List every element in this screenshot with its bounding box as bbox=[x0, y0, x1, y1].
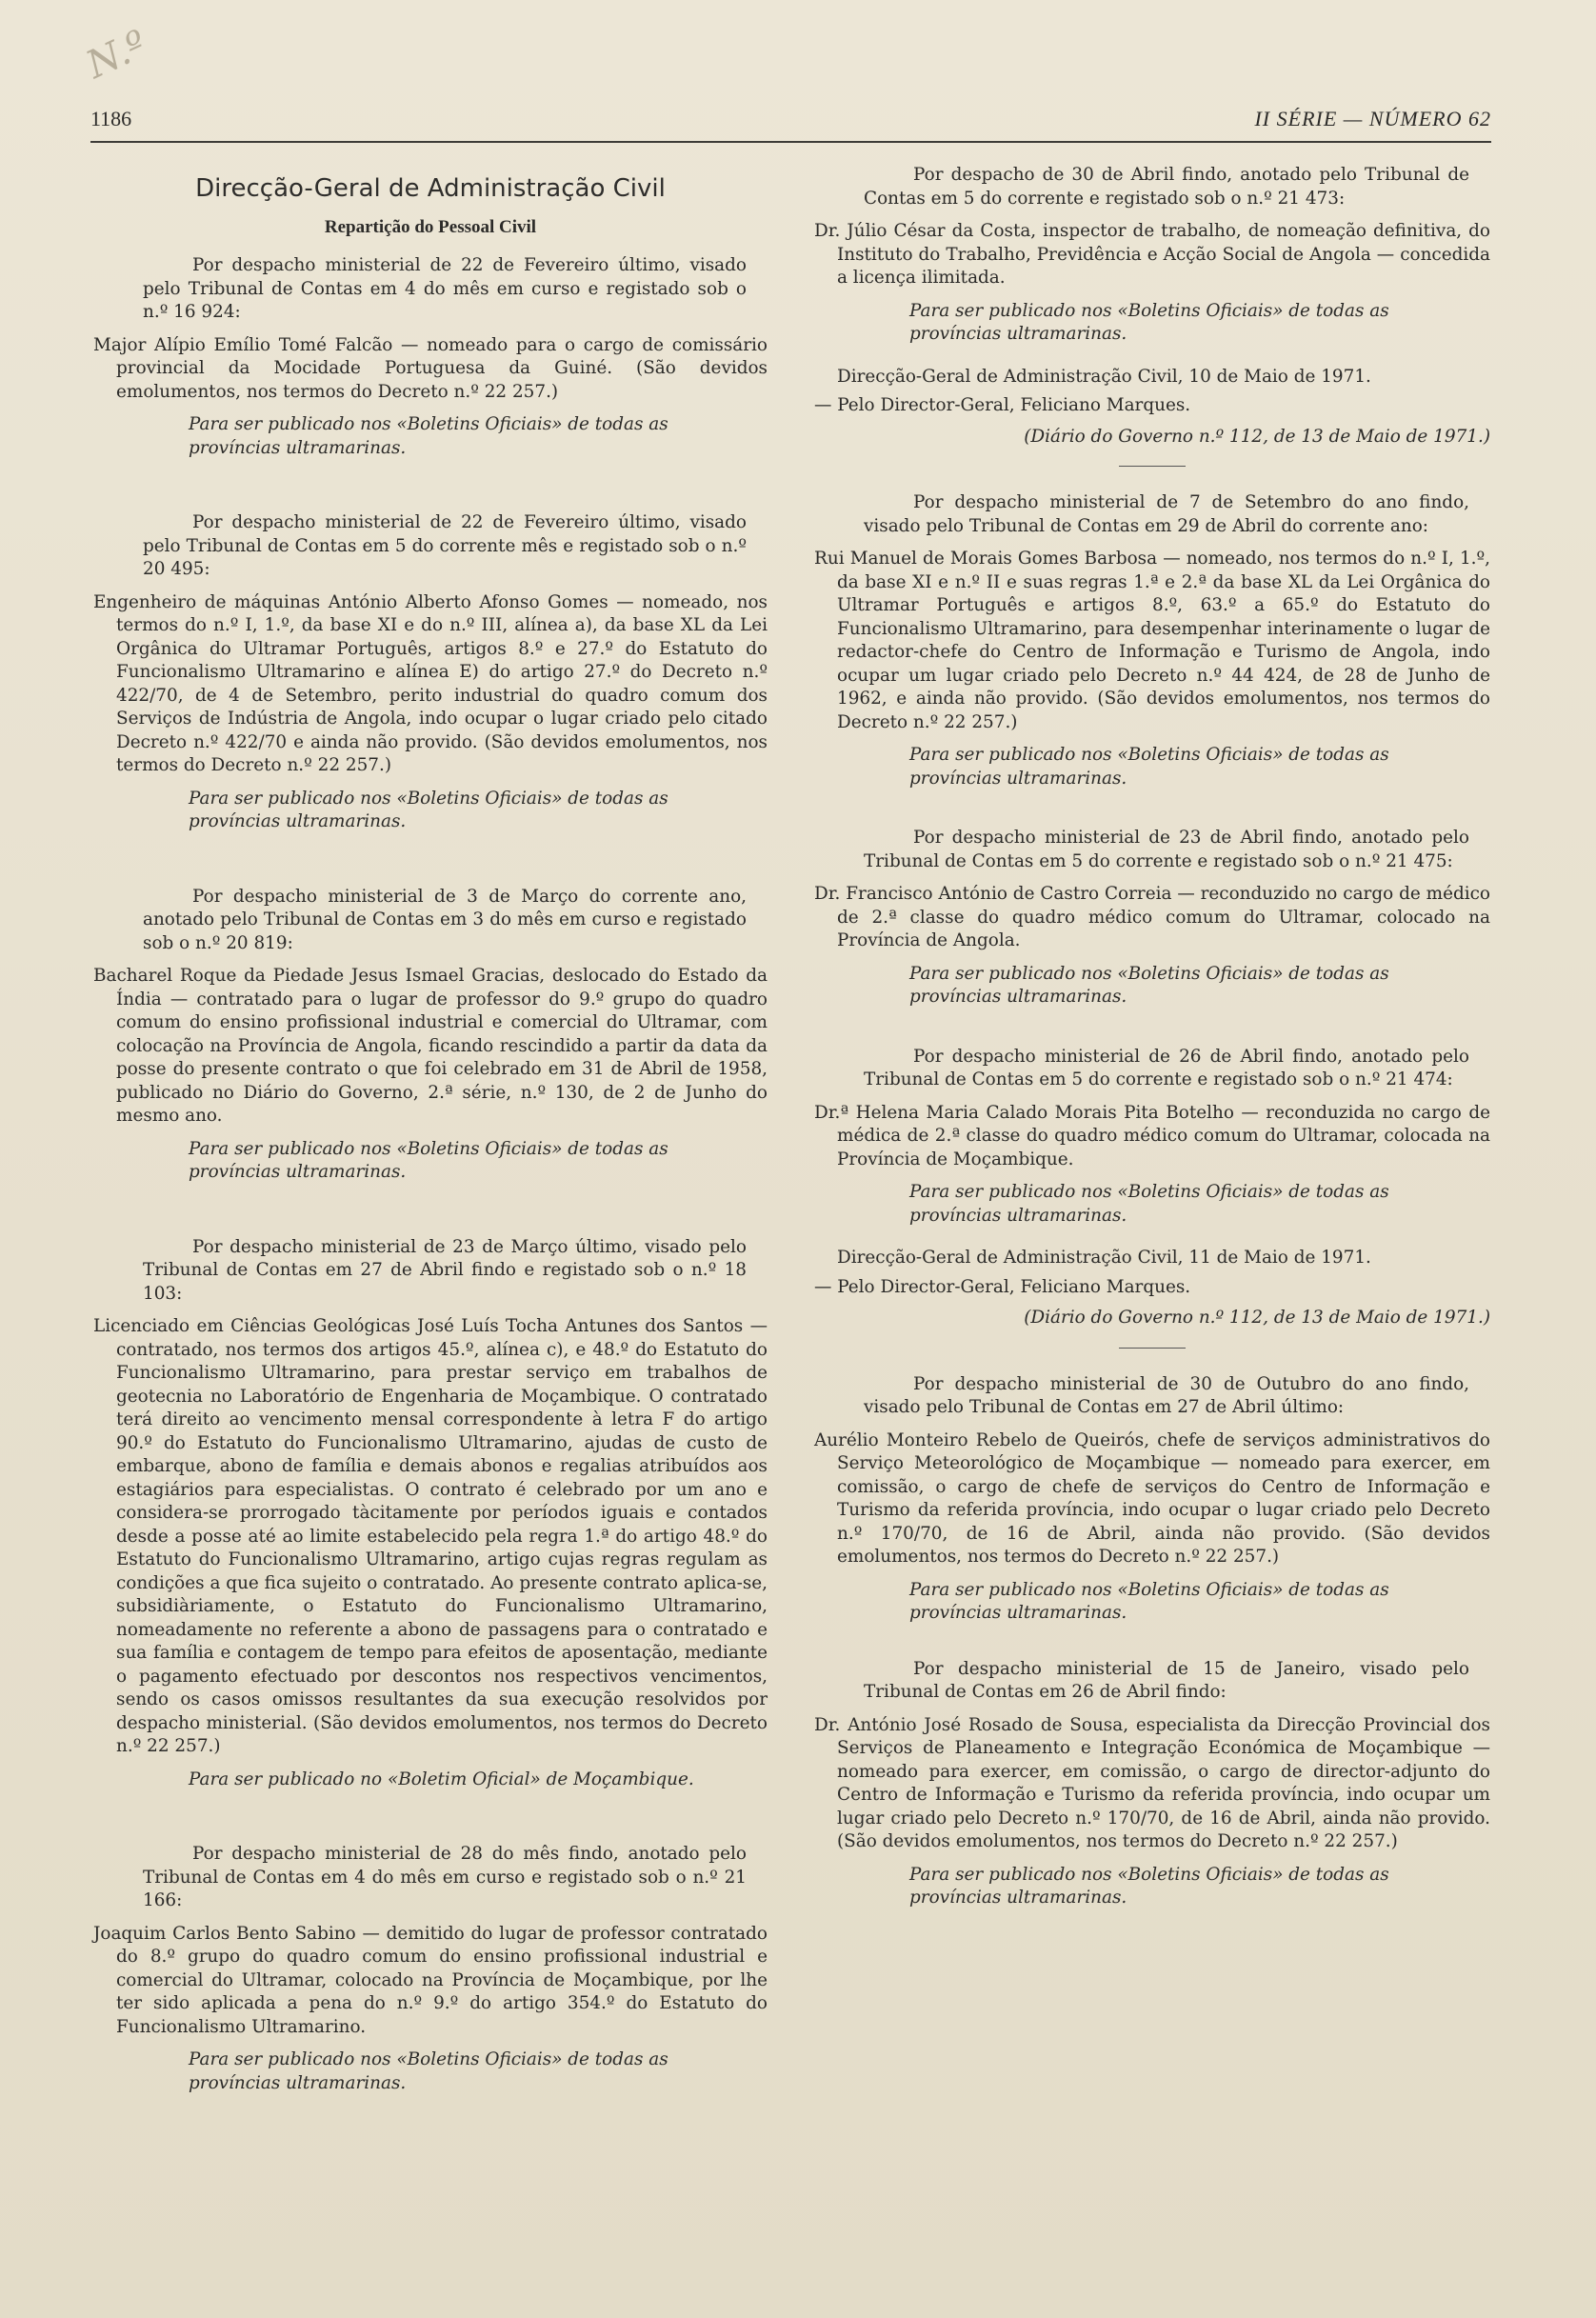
dispatch-body: Dr. Júlio César da Costa, inspector de trabalho, de nomeação definitiva, do Instituto do Trabalho, Previdência e Acção Social de Angola — concedida a licença ilimitada. bbox=[814, 221, 1490, 288]
dispatch-intro: Por despacho ministerial de 26 de Abril findo, anotado pelo Tribunal de Contas em 5 do corrente e registado sob o n.º 21 474: bbox=[864, 1046, 1469, 1089]
dispatch-entry bbox=[93, 511, 768, 834]
dispatch-entry bbox=[814, 1046, 1490, 1229]
dispatch-entry bbox=[93, 886, 768, 1185]
signature-line: Direcção-Geral de Administração Civil, 11 de Maio de 1971. bbox=[837, 1248, 1371, 1268]
left-column bbox=[93, 164, 768, 2114]
source-citation: (Diário do Governo n.º 112, de 13 de Maio de 1971.) bbox=[1024, 426, 1490, 447]
page-header bbox=[90, 103, 1491, 143]
dispatch-entry bbox=[814, 164, 1490, 347]
publication-note: Para ser publicado nos «Boletins Oficiais» de todas as províncias ultramarinas. bbox=[909, 1182, 1389, 1226]
dispatch-body: Licenciado em Ciências Geológicas José Luís Tocha Antunes dos Santos — contratado, nos termos dos artigos 45.º, alínea c), e 48.º do Estatuto do Funcionalismo Ultramarino, para prestar serviço em trabalhos de geotecnia no Laboratório de Engenharia de Moçambique. O contratado terá direito ao vencimento mensal correspondente à letra F do artigo 90.º do Estatuto do Funcionalismo Ultramarino, ajudas de custo de embarque, abono de família e demais abonos e regalias atribuídos aos estagiários para especialistas. O contrato é celebrado por um ano e considera-se prorrogado tàcitamente por períodos iguais e contados desde a posse até ao limite estabelecido pela regra 1.ª do artigo 48.º do Estatuto do Funcionalismo Ultramarino, artigo cujas regras regulam as condições a que fica sujeito o contratado. Ao presente contrato aplica-se, subsidiàriamente, o Estatuto do Funcionalismo Ultramarino, nomeadamente no referente a abono de passagens para o contratado e sua família e contagem de tempo para efeitos de aposentação, mediante o pagamento efectuado por descontos nos respectivos vencimentos, sendo os casos omissos resultantes da sua execução resolvidos por despacho ministerial. (São devidos emolumentos, nos termos do Decreto n.º 22 257.) bbox=[93, 1316, 768, 1756]
signature-director: — Pelo Director-Geral, Feliciano Marques. bbox=[814, 1276, 1191, 1297]
publication-note: Para ser publicado nos «Boletins Oficiais» de todas as províncias ultramarinas. bbox=[189, 2049, 668, 2093]
publication-note: Para ser publicado no «Boletim Oficial» de Moçambique. bbox=[189, 1768, 694, 1789]
dispatch-intro: Por despacho ministerial de 23 de Abril findo, anotado pelo Tribunal de Contas em 5 do corrente e registado sob o n.º 21 475: bbox=[864, 828, 1469, 871]
dispatch-intro: Por despacho ministerial de 22 de Fevereiro último, visado pelo Tribunal de Contas em 4 do mês em curso e registado sob o n.º 16 924: bbox=[143, 255, 747, 322]
dispatch-intro: Por despacho ministerial de 7 de Setembro do ano findo, visado pelo Tribunal de Contas em 29 de Abril do corrente ano: bbox=[864, 492, 1469, 536]
section-title: Direcção-Geral de Administração Civil bbox=[195, 174, 666, 203]
publication-note: Para ser publicado nos «Boletins Oficiais» de todas as províncias ultramarinas. bbox=[189, 414, 668, 458]
publication-note: Para ser publicado nos «Boletins Oficiais» de todas as províncias ultramarinas. bbox=[909, 963, 1389, 1007]
dispatch-intro: Por despacho ministerial de 23 de Março último, visado pelo Tribunal de Contas em 27 de Abril findo e registado sob o n.º 18 103: bbox=[143, 1236, 747, 1304]
dispatch-intro: Por despacho ministerial de 28 do mês findo, anotado pelo Tribunal de Contas em 4 do mês em curso e registado sob o n.º 21 166: bbox=[143, 1844, 747, 1910]
signature-line: Direcção-Geral de Administração Civil, 10 de Maio de 1971. bbox=[837, 366, 1371, 387]
publication-note: Para ser publicado nos «Boletins Oficiais» de todas as províncias ultramarinas. bbox=[909, 745, 1389, 789]
dispatch-body: Engenheiro de máquinas António Alberto Afonso Gomes — nomeado, nos termos do n.º I, 1.º, da base XI e do n.º III, alínea a), da base XL da Lei Orgânica do Ultramar Português, artigos 8.º e 27.º do Estatuto do Funcionalismo Ultramarino e alínea E) do artigo 27.º do Decreto n.º 422/70, de 4 de Setembro, perito industrial do quadro comum dos Serviços de Indústria de Angola, indo ocupar o lugar criado pelo citado Decreto n.º 422/70 e ainda não provido. (São devidos emolumentos, nos termos do Decreto n.º 22 257.) bbox=[93, 591, 768, 775]
dispatch-body: Aurélio Monteiro Rebelo de Queirós, chefe de serviços administrativos do Serviço Meteorológico de Moçambique — nomeado para exercer, em comissão, o cargo de chefe de serviços do Centro de Informação e Turismo da referida província, indo ocupar o lugar criado pelo Decreto n.º 170/70, de 16 de Abril, ainda não provido. (São devidos emolumentos, nos termos do Decreto n.º 22 257.) bbox=[814, 1429, 1490, 1567]
dispatch-intro: Por despacho ministerial de 22 de Fevereiro último, visado pelo Tribunal de Contas em 5 do corrente mês e registado sob o n.º 20 495: bbox=[143, 512, 747, 579]
dispatch-entry bbox=[93, 254, 768, 460]
handwritten-mark: N.º bbox=[79, 22, 154, 88]
dispatch-body: Dr. Francisco António de Castro Correia — reconduzido no cargo de médico de 2.ª classe do quadro médico comum do Ultramar, colocado na Província de Angola. bbox=[814, 884, 1490, 950]
dispatch-entry bbox=[814, 491, 1490, 790]
dispatch-entry bbox=[814, 1658, 1490, 1910]
section-divider bbox=[1119, 1348, 1186, 1349]
dispatch-entry bbox=[93, 1843, 768, 2095]
dispatch-body: Joaquim Carlos Bento Sabino — demitido do lugar de professor contratado do 8.º grupo do quadro comum do ensino profissional industrial e comercial do Ultramar, colocado na Província de Moçambique, por lhe ter sido aplicada a pena do n.º 9.º do artigo 354.º do Estatuto do Funcionalismo Ultramarino. bbox=[93, 1923, 768, 2037]
publication-note: Para ser publicado nos «Boletins Oficiais» de todas as províncias ultramarinas. bbox=[189, 788, 668, 831]
dispatch-body: Rui Manuel de Morais Gomes Barbosa — nomeado, nos termos do n.º I, 1.º, da base XI e n.º II e suas regras 1.ª e 2.ª da base XL da Lei Orgânica do Ultramar Português e artigos 8.º, 63.º a 65.º do Estatuto do Funcionalismo Ultramarino, para desempenhar interinamente o lugar de redactor-chefe do Centro de Informação e Turismo de Angola, indo ocupar um lugar criado pelo Decreto n.º 44 424, de 28 de Junho de 1962, e ainda não provido. (São devidos emolumentos, nos termos do Decreto n.º 22 257.) bbox=[814, 549, 1490, 732]
dispatch-entry bbox=[814, 1373, 1490, 1626]
dispatch-body: Major Alípio Emílio Tomé Falcão — nomeado para o cargo de comissário provincial da Mocidade Portuguesa da Guiné. (São devidos emolumentos, nos termos do Decreto n.º 22 257.) bbox=[93, 334, 768, 402]
series-title: II SÉRIE — NÚMERO 62 bbox=[1254, 107, 1491, 130]
dispatch-intro: Por despacho ministerial de 30 de Outubro do ano findo, visado pelo Tribunal de Contas em 27 de Abril último: bbox=[864, 1373, 1469, 1417]
dispatch-intro: Por despacho de 30 de Abril findo, anotado pelo Tribunal de Contas em 5 do corrente e registado sob o n.º 21 473: bbox=[864, 165, 1469, 209]
publication-note: Para ser publicado nos «Boletins Oficiais» de todas as províncias ultramarinas. bbox=[189, 1138, 668, 1182]
page-number: 1186 bbox=[90, 107, 132, 130]
publication-note: Para ser publicado nos «Boletins Oficiais» de todas as províncias ultramarinas. bbox=[909, 300, 1389, 344]
right-column bbox=[814, 164, 1490, 1929]
section-divider bbox=[1119, 466, 1186, 467]
publication-note: Para ser publicado nos «Boletins Oficiais» de todas as províncias ultramarinas. bbox=[909, 1579, 1389, 1623]
publication-note: Para ser publicado nos «Boletins Oficiais» de todas as províncias ultramarinas. bbox=[909, 1864, 1389, 1908]
dispatch-body: Dr.ª Helena Maria Calado Morais Pita Botelho — reconduzida no cargo de médica de 2.ª classe do quadro médico comum do Ultramar, colocada na Província de Moçambique. bbox=[814, 1102, 1490, 1169]
dispatch-body: Dr. António José Rosado de Sousa, especialista da Direcção Provincial dos Serviços de Planeamento e Integração Económica de Moçambique — nomeado para exercer, em comissão, o cargo de director-adjunto do Centro de Informação e Turismo da referida província, indo ocupar um lugar criado pelo Decreto n.º 170/70, de 16 de Abril, ainda não provido. (São devidos emolumentos, nos termos do Decreto n.º 22 257.) bbox=[814, 1714, 1490, 1851]
dispatch-intro: Por despacho ministerial de 3 de Março do corrente ano, anotado pelo Tribunal de Contas em 3 do mês em curso e registado sob o n.º 20 819: bbox=[143, 886, 747, 953]
dispatch-body: Bacharel Roque da Piedade Jesus Ismael Gracias, deslocado do Estado da Índia — contratado para o lugar de professor do 9.º grupo do quadro comum do ensino profissional industrial e comercial do Ultramar, com colocação na Província de Angola, ficando rescindido a partir da data da posse do presente contrato o que foi celebrado em 31 de Abril de 1958, publicado no Diário do Governo, 2.ª série, n.º 130, de 2 de Junho do mesmo ano. bbox=[93, 966, 768, 1126]
dispatch-intro: Por despacho ministerial de 15 de Janeiro, visado pelo Tribunal de Contas em 26 de Abril findo: bbox=[864, 1658, 1469, 1702]
signature-director: — Pelo Director-Geral, Feliciano Marques. bbox=[814, 395, 1191, 415]
dispatch-entry bbox=[93, 1236, 768, 1792]
dispatch-entry bbox=[814, 827, 1490, 1009]
source-citation: (Diário do Governo n.º 112, de 13 de Maio de 1971.) bbox=[1024, 1308, 1490, 1328]
section-subtitle: Repartição do Pessoal Civil bbox=[324, 216, 537, 237]
